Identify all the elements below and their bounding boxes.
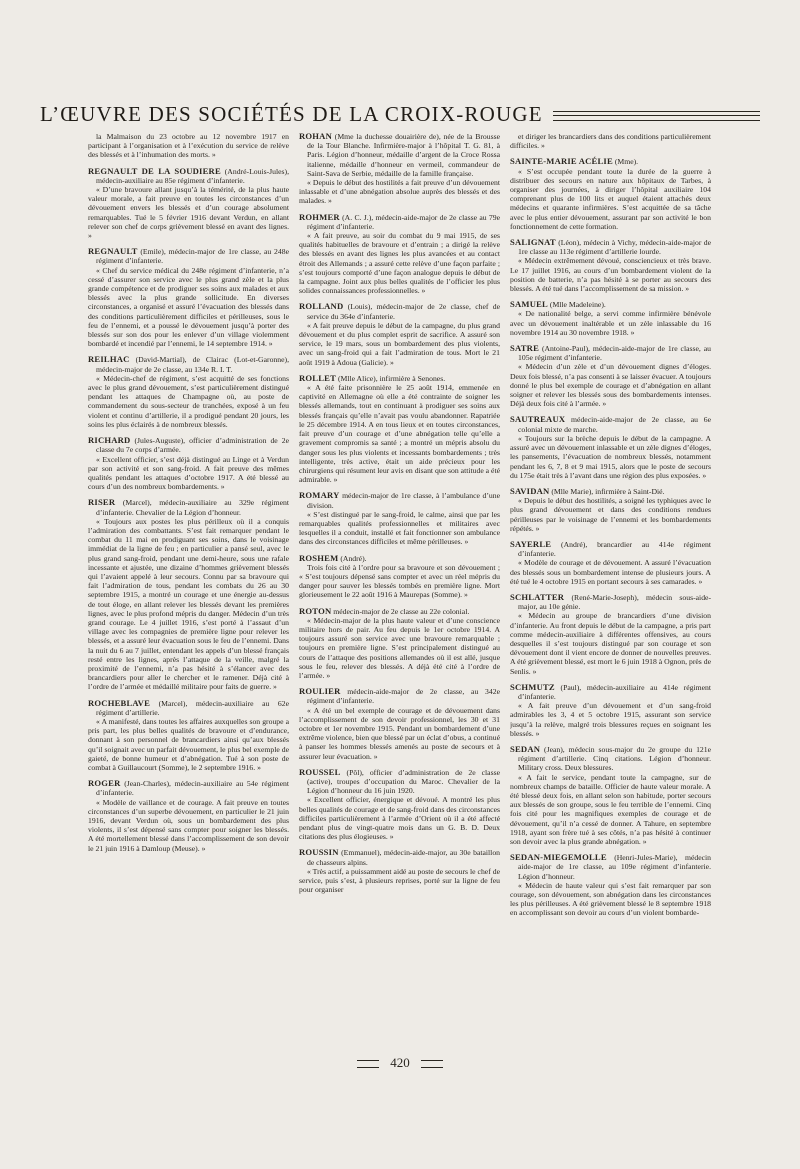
text-columns xyxy=(88,132,712,1042)
header-rule xyxy=(553,111,760,121)
entry-title: (Jean-Charles), médecin-auxiliaire au 54e régiment d’infanterie. xyxy=(96,779,289,798)
entry-citation-text: « Médecin d’un zèle et d’un dévouement dignes d’éloges. Deux fois blessé, n’a pas consenti à se laisser évacuer. A toujours donné le plus bel exemple de courage et d’abnégation en allant soigner et relever les blessés sous des bombardements intenses. Déjà deux fois cité à l’armée. » xyxy=(510,362,711,409)
entry-citation-text: « Médecin extrêmement dévoué, consciencieux et très brave. Le 17 juillet 1916, au cours d’un bombardement violent de la position de batterie, n’a pas hésité à se porter au secours des blessés. A été tué dans l’accomplissement de sa mission. » xyxy=(510,256,711,294)
person-name: SCHMUTZ xyxy=(510,681,555,692)
entry-title: (André), brancardier au 414e régiment d’infanterie. xyxy=(518,539,711,559)
citation-entry xyxy=(510,745,711,846)
citation-entry xyxy=(510,415,711,479)
entry-citation-text: « S’est distingué par le sang-froid, le calme, ainsi que par les remarquables qualités professionnelles et militaires avec lesquelles il a conduit, installé et fait fonctionner son ambulance dans des circonstances difficiles et même périlleuses. » xyxy=(299,509,500,547)
person-name: ROSHEM xyxy=(299,552,339,563)
entry-heading xyxy=(510,415,711,433)
entry-title: (A. C. J.), médecin-aide-major de 2e classe au 79e régiment d’infanterie. xyxy=(307,212,500,231)
entry-title: (Henri-Jules-Marie), médecin aide-major de 1re classe, au 109e régiment d’infanterie. Légion d’honneur. xyxy=(518,853,711,881)
footer-rule-right xyxy=(421,1060,443,1068)
person-name: ROGER xyxy=(88,778,121,789)
entry-citation-text: la Malmaison du 23 octobre au 12 novembre 1917 en participant à l’organisation et à l’exécution du service de relève des blessés et à l’inhumation des morts. » xyxy=(88,132,289,160)
person-name: ROMARY xyxy=(299,490,340,501)
entry-citation-text: Trois fois cité à l’ordre pour sa bravoure et son dévouement ; « S’est toujours dépensé sans compter et avec un réel mépris du danger pour sauver les blessés tombés en première ligne. Mort glorieusement le 22 août 1916 à Maurepas (Somme). » xyxy=(299,562,500,600)
person-name: ROHAN xyxy=(299,132,332,141)
entry-title: médecin-aide-major de 2e classe, au 342e régiment d’infanterie. xyxy=(307,687,500,706)
citation-entry xyxy=(299,491,500,546)
entry-citation-text: « A fait preuve depuis le début de la campagne, du plus grand dévouement et du plus complet esprit de sacrifice. A assuré son service, le 19 mars, sous un bombardement des plus violents, avec un sang-froid qui a fait l’admiration de tous. Mort le 21 août 1919 à Adoua (Galicie). » xyxy=(299,320,500,367)
citation-entry xyxy=(510,300,711,337)
citation-entry xyxy=(299,607,500,681)
entry-citation-text: « S’est occupée pendant toute la durée de la guerre à distribuer des secours en nature aux hôpitaux de Tarbes, à organiser des journées, à diriger l’hôpital auxiliaire 104 comprenant plus de 100 lits et auquel étaient attachés deux médecins et quarante infirmières. S’est acquittée de sa tâche avec le plus entier dévouement, assurant par son activité le bon fonctionnement de cette formation. xyxy=(510,166,711,231)
entry-citation-text: « Toujours sur la brèche depuis le début de la campagne. A assuré avec un dévouement inlassable et un zèle dignes d’éloges, les pansements, l’évacuation de nombreux blessés, notamment pendant les 6, 7, 8 et 9 mai 1915, alors que le poste de secours du 175e était très à l’avant dans une région des plus exposées. » xyxy=(510,433,711,480)
page-number: 420 xyxy=(390,1055,410,1070)
citation-entry xyxy=(88,779,289,853)
entry-citation-text: « A manifesté, dans toutes les affaires auxquelles son groupe a pris part, les plus belles qualités de bravoure et d’endurance, donnant à son personnel de brancardiers ainsi qu’aux blessés qu’il soignait avec un parfait dévouement, le plus bel exemple de gaieté, de bonne humeur et d’abnégation. Tué à son poste de combat à Guillaucourt (Somme), le 2 septembre 1916. » xyxy=(88,716,289,772)
entry-title: (Pôl), officier d’administration de 2e classe (active), troupes d’occupation du Maroc. Chevalier de la Légion d’honneur du 16 juin 1920. xyxy=(307,767,500,796)
citation-entry xyxy=(510,853,711,917)
citation-entry xyxy=(299,554,500,600)
person-name: SALIGNAT xyxy=(510,237,556,248)
person-name: SEDAN xyxy=(510,743,541,754)
citation-entry xyxy=(88,355,289,429)
entry-title: médecin-major de 2e classe au 22e colonial. xyxy=(333,606,470,616)
entry-title: (Mlle Alice), infirmière à Senones. xyxy=(337,373,446,383)
person-name: REGNAULT xyxy=(88,246,138,257)
entry-citation-text: « Excellent officier, s’est déjà distingué au Linge et à Verdun par son activité et son sang-froid. A fait preuve des mêmes qualités pendant les attaques d’octobre 1917. A été blessé au cours d’un des nombreux bombardements. » xyxy=(88,454,289,492)
entry-title: (Léon), médecin à Vichy, médecin-aide-major de 1re classe au 113e régiment d’artillerie lourde. xyxy=(518,238,711,257)
entry-heading xyxy=(299,491,500,509)
person-name: SATRE xyxy=(510,343,540,354)
entry-citation-text: « Médecin au groupe de brancardiers d’une division d’infanterie. Au front depuis le début de la campagne, a pris part comme médecin-auxiliaire à différentes offensives, au cours desquelles il s’est toujours distingué par son courage et son dévouement dont il vient encore de donner de nouvelles preuves. A été grièvement blessé, est mort le 6 juin 1918 à Ognon, près de Senlis. » xyxy=(510,611,711,676)
entry-title: (David-Martial), de Clairac (Lot-et-Garonne), médecin-major de 2e classe, au 134e R. I. T. xyxy=(96,355,289,374)
citation-entry xyxy=(510,683,711,738)
citation-entry xyxy=(299,687,500,761)
citation-entry xyxy=(299,132,500,206)
entry-citation-text: « Médecin de haute valeur qui s’est fait remarquer par son courage, son dévouement, son abnégation dans les circonstances les plus périlleuses. A été grièvement blessé le 8 septembre 1918 en accomplissant son devoir au cours d’un violent bombarde- xyxy=(510,880,711,918)
person-name: REILHAC xyxy=(88,354,130,365)
entry-citation-text: « De nationalité belge, a servi comme infirmière bénévole avec un dévouement inaltérable et un zèle inlassable du 16 novembre 1914 au 30 novembre 1918. » xyxy=(510,309,711,337)
entry-title: (André-Louis-Jules), médecin-auxiliaire au 85e régiment d’infanterie. xyxy=(96,166,289,185)
entry-citation-text: « Toujours aux postes les plus périlleux où il a conquis l’admiration des combattants. S’est fait remarquer pendant le combat du 11 mai en prodiguant ses soins, dans le voisinage immédiat de la ligne de feu ; en particulier a pansé seul, avec le plus grand sang-froid, pendant une demi-heure, sous une rafale incessante et ajustée, une dizaine d’hommes grièvement blessés qui l’avaient appelé à leur secours. Connu par sa bravoure qui fait l’admiration de tous, pendant les combats du 26 au 30 septembre 1915, a montré un courage et une énergie au-dessus de tout éloge, en allant relever les blessés devant les premières lignes, avec le plus profond mépris du danger. Médecin d’un très grand courage. Le 4 juillet 1916, s’est porté à l’assaut d’un village avec les compagnies de première ligne pour relever les blessés, et a assuré leur évacuation sous le feu de l’ennemi. Dans la nuit du 6 au 7 juillet, entendant les appels d’un blessé français resté entre les lignes, après l’attaque de la veille, malgré la proximité de l’ennemi, n’a pas hésité à s’élancer avec des brancardiers pour aller le chercher et le ramener. Déjà cité à l’ordre de l’armée et médaillé militaire pour faits de guerre. » xyxy=(88,516,289,692)
entry-citation-text: « Excellent officier, énergique et dévoué. A montré les plus belles qualités de courage et de sang-froid dans des circonstances difficiles particulièrement à l’armée d’Orient où il a été affecté pendant plus de vingt-quatre mois dans un G. B. D. Deux citations des plus élogieuses. » xyxy=(299,795,500,842)
entry-citation-text: « Très actif, a puissamment aidé au poste de secours le chef de service, puis s’est, à plusieurs reprises, porté sur la ligne de feu pour organiser xyxy=(299,866,500,895)
entry-title: (Mlle Marie), infirmière à Saint-Dié. xyxy=(551,486,665,496)
entry-heading xyxy=(88,436,289,454)
citation-entry xyxy=(299,374,500,484)
entry-title: (Marcel), médecin-auxiliaire au 329e régiment d’infanterie. Chevalier de la Légion d’honneur. xyxy=(96,498,289,517)
person-name: REGNAULT DE LA SOUDIERE xyxy=(88,165,221,176)
entry-heading xyxy=(299,848,500,866)
entry-title: (Emile), médecin-major de 1re classe, au 248e régiment d’infanterie. xyxy=(96,247,289,266)
column-2 xyxy=(299,132,500,1042)
entry-citation-text: « Chef du service médical du 248e régiment d’infanterie, n’a cessé d’assurer son service avec le plus grand zèle et la plus grande compétence et de prodiguer ses soins aux malades et aux blessés avec la plus grande sollicitude. En diverses circonstances, a organisé et assuré l’évacuation des blessés dans des conditions particulièrement difficiles et périlleuses, sous le feu de l’ennemi, et a poussé le dévouement jusqu’à porter des blessés sur son dos pour les enlever d’un village violemment bombardé et incendié par l’ennemi, le 14 septembre 1914. » xyxy=(88,265,289,349)
entry-heading xyxy=(510,745,711,773)
entry-heading xyxy=(88,247,289,265)
entry-citation-text: « A fait preuve d’un dévouement et d’un sang-froid admirables les 3, 4 et 5 octobre 1915, assurant son service jusqu’à la relève, malgré trois blessures reçues en soignant les blessés. » xyxy=(510,701,711,738)
entry-title: médecin-aide-major de 2e classe, au 6e colonial mixte de marche. xyxy=(518,415,711,434)
entry-heading xyxy=(88,355,289,373)
entry-heading xyxy=(510,487,711,496)
entry-heading xyxy=(510,344,711,362)
entry-heading xyxy=(299,213,500,231)
page-header xyxy=(40,100,760,128)
person-name: ROCHEBLAVE xyxy=(88,697,151,708)
citation-entry xyxy=(510,540,711,586)
entry-heading xyxy=(88,699,289,717)
person-name: SCHLATTER xyxy=(510,591,565,602)
entry-title: (Marcel), médecin-auxiliaire au 62e régiment d’artillerie. xyxy=(96,698,289,717)
entry-heading xyxy=(510,238,711,256)
entry-heading xyxy=(510,593,711,611)
entry-heading xyxy=(510,157,711,166)
entry-title: (Antoine-Paul), médecin-aide-major de 1re classe, au 105e régiment d’infanterie. xyxy=(518,344,711,363)
column-3 xyxy=(510,132,711,1042)
entry-citation-text: « A été un bel exemple de courage et de dévouement dans l’accomplissement de son devoir professionnel, les 30 et 31 octobre et 1er novembre 1915. Pendant un bombardement d’une extrême violence, bien que blessé par un éclat d’obus, a continué à panser les hommes blessés amenés au poste de secours et à assurer leur évacuation. » xyxy=(299,705,500,761)
entry-citation-text: « Médecin-major de la plus haute valeur et d’une conscience militaire hors de pair. Au feu depuis le 1er octobre 1914. A toujours assuré son service avec une bravoure remarquable ; toujours en première ligne. S’est principalement distingué au cours de l’attaque des positions allemandes où il est allé, jusque sous le feu, relever des blessés. A déjà été cité à l’ordre de l’armée. » xyxy=(299,615,500,680)
person-name: SAVIDAN xyxy=(510,485,550,496)
entry-heading xyxy=(299,374,500,383)
entry-heading xyxy=(510,853,711,881)
entry-title: (Paul), médecin-auxiliaire au 414e régiment d’infanterie. xyxy=(518,682,711,701)
person-name: SAYERLE xyxy=(510,538,552,549)
entry-citation-text: « Depuis le début des hostilités a fait preuve d’un dévouement inlassable et d’une abnégation absolue auprès des blessés et des malades. » xyxy=(299,178,500,206)
citation-entry xyxy=(88,436,289,491)
citation-entry xyxy=(88,498,289,691)
entry-citation-text: « A été faite prisonnière le 25 août 1914, emmenée en captivité en Allemagne où elle a été contrainte de soigner les blessés allemands, tout en continuant à prodiguer ses soins aux blessés français qu’elle n’avait pas voulu abandonner. Rapatriée le 25 décembre 1914. A en tous lieux et en toutes circonstances, fait preuve d’un courage et d’une abnégation telle qu’elle a gravement compromis sa santé ; a montré un mépris absolu du danger sous les plus violents et incessants bombardements ; très intelligente, très active, était un aide précieux pour les chirurgiens qui résument leur avis en disant que son attitude a été admirable. » xyxy=(299,383,500,485)
person-name: ROTON xyxy=(299,605,332,616)
entry-title: (Jean), médecin sous-major du 2e groupe du 121e régiment d’artillerie. Cinq citations. Légion d’honneur. Military cross. Deux blessures. xyxy=(518,744,711,773)
entry-heading xyxy=(299,132,500,178)
citation-entry xyxy=(510,238,711,293)
citation-entry xyxy=(299,302,500,366)
entry-title: (Mme). xyxy=(614,157,639,167)
entry-title: (André). xyxy=(340,553,367,563)
citation-entry xyxy=(88,132,289,160)
person-name: RICHARD xyxy=(88,435,131,446)
entry-heading xyxy=(88,779,289,797)
citation-entry xyxy=(299,848,500,894)
entry-title: (Emmanuel), médecin-aide-major, au 30e bataillon de chasseurs alpins. xyxy=(307,848,500,867)
citation-entry xyxy=(299,213,500,296)
person-name: ROUSSIN xyxy=(299,847,339,858)
footer-rule-left xyxy=(357,1060,379,1068)
entry-heading xyxy=(88,498,289,516)
entry-title: (René-Marie-Joseph), médecin sous-aide-major, au 10e génie. xyxy=(518,592,711,612)
entry-heading xyxy=(299,554,500,563)
entry-citation-text: « D’une bravoure allant jusqu’à la témérité, de la plus haute valeur morale, a fait preuve en toutes les circonstances d’un dévouement envers les blessés et d’un courage absolument remarquables. Tué le 5 février 1916 devant Verdun, en allant relever son chef de corps grièvement blessé en avant des lignes. » xyxy=(88,185,289,241)
column-1 xyxy=(88,132,289,1042)
citation-entry xyxy=(88,167,289,241)
person-name: RISER xyxy=(88,497,116,508)
person-name: SAUTREAUX xyxy=(510,414,566,425)
entry-heading xyxy=(299,768,500,796)
entry-citation-text: « A fait preuve, au soir du combat du 9 mai 1915, de ses qualités habituelles de bravoure et d’entrain ; a dirigé la relève des blessés en avant des lignes les plus avancées et au contact étroit des Allemands ; a assuré cette relève d’une façon parfaite ; s’est toujours comporté d’une façon analogue depuis le début de la campagne. Joint aux plus belles qualités de l’officier les plus solides connaissances professionnelles. » xyxy=(299,231,500,296)
entry-citation-text: « Médecin-chef de régiment, s’est acquitté de ses fonctions avec le plus grand dévouement, s’est particulièrement distingué pendant les attaques de Champagne où, au poste de commandement du sous-secteur de tranchées, exposé à un feu violent et continu d’artillerie, il a prodigué pendant 20 jours, les soins les plus éclairés à de nombreux blessés. xyxy=(88,373,289,429)
citation-entry xyxy=(299,768,500,842)
citation-entry xyxy=(510,344,711,408)
person-name: SEDAN-MIEGEMOLLE xyxy=(510,852,607,863)
person-name: ROUSSEL xyxy=(299,766,341,777)
entry-citation-text: « A fait le service, pendant toute la campagne, sur de nombreux champs de bataille. Officier de haute valeur morale. A été blessé deux fois, en allant selon son habitude, porter secours aux blessés de son groupe, sous le feu terrible de l’ennemi. Cinq fois cité pour les magnifiques exemples de courage et de dévouement, qu’il n’a cessé de donner. A Tahure, en septembre 1918, ayant son frère tué à ses côtés, n’a pas hésité à continuer son devoir avec la plus grande abnégation. » xyxy=(510,772,711,847)
entry-heading xyxy=(299,607,500,616)
citation-entry xyxy=(88,699,289,773)
entry-heading xyxy=(510,683,711,701)
person-name: ROLLAND xyxy=(299,301,344,312)
entry-title: (Mme la duchesse douairière de), née de la Brousse de la Tour Blanche. Infirmière-major à l’hôpital T. G. 81, à Paris. Légion d’honneur, médaille d’argent de la Croce Rossa italienne, médaille d’honneur en vermeil, commandeur de Saint-Sava de Serbie, médaille de la famille française. xyxy=(307,132,500,178)
page-title: L’ŒUVRE DES SOCIÉTÉS DE LA CROIX-ROUGE xyxy=(40,101,543,126)
citation-entry xyxy=(510,132,711,150)
person-name: ROULIER xyxy=(299,686,341,697)
citation-entry xyxy=(88,247,289,348)
citation-entry xyxy=(510,157,711,231)
person-name: SAMUEL xyxy=(510,299,548,310)
page-footer xyxy=(0,1055,800,1071)
person-name: SAINTE-MARIE ACÉLIE xyxy=(510,156,613,167)
entry-title: (Jules-Auguste), officier d’administration de 2e classe du 7e corps d’armée. xyxy=(96,436,289,455)
citation-entry xyxy=(510,487,711,533)
entry-title: médecin-major de 1re classe, à l’ambulance d’une division. xyxy=(307,491,500,510)
entry-heading xyxy=(299,687,500,705)
entry-heading xyxy=(299,302,500,320)
entry-title: (Louis), médecin-major de 2e classe, chef de service du 364e d’infanterie. xyxy=(307,302,500,321)
entry-citation-text: « Modèle de courage et de dévouement. A assuré l’évacuation des blessés sous un bombardement intense de plusieurs jours. A été tué le 4 octobre 1915 en portant secours à ses camarades. » xyxy=(510,558,711,586)
entry-heading xyxy=(88,167,289,185)
entry-heading xyxy=(510,300,711,309)
entry-citation-text: « Depuis le début des hostilités, a soigné les typhiques avec le plus grand dévouement et dans des conditions rendues périlleuses par le voisinage de l’ennemi et les bombardements répétés. » xyxy=(510,496,711,533)
entry-title: (Mlle Madeleine). xyxy=(549,300,606,310)
person-name: ROHMER xyxy=(299,211,340,222)
person-name: ROLLET xyxy=(299,372,337,383)
citation-entry xyxy=(510,593,711,676)
entry-citation-text: « Modèle de vaillance et de courage. A fait preuve en toutes circonstances d’un superbe dévouement, en particulier le 21 juin 1916, devant Verdun où, sous un bombardement des plus violents, il s’est dépensé sans compter pour soigner les blessés. A été mortellement blessé dans l’accomplissement de son devoir le 21 juin 1916 à Damloup (Meuse). » xyxy=(88,797,289,853)
entry-heading xyxy=(510,540,711,558)
entry-citation-text: et diriger les brancardiers dans des conditions particulièrement difficiles. » xyxy=(510,132,711,151)
